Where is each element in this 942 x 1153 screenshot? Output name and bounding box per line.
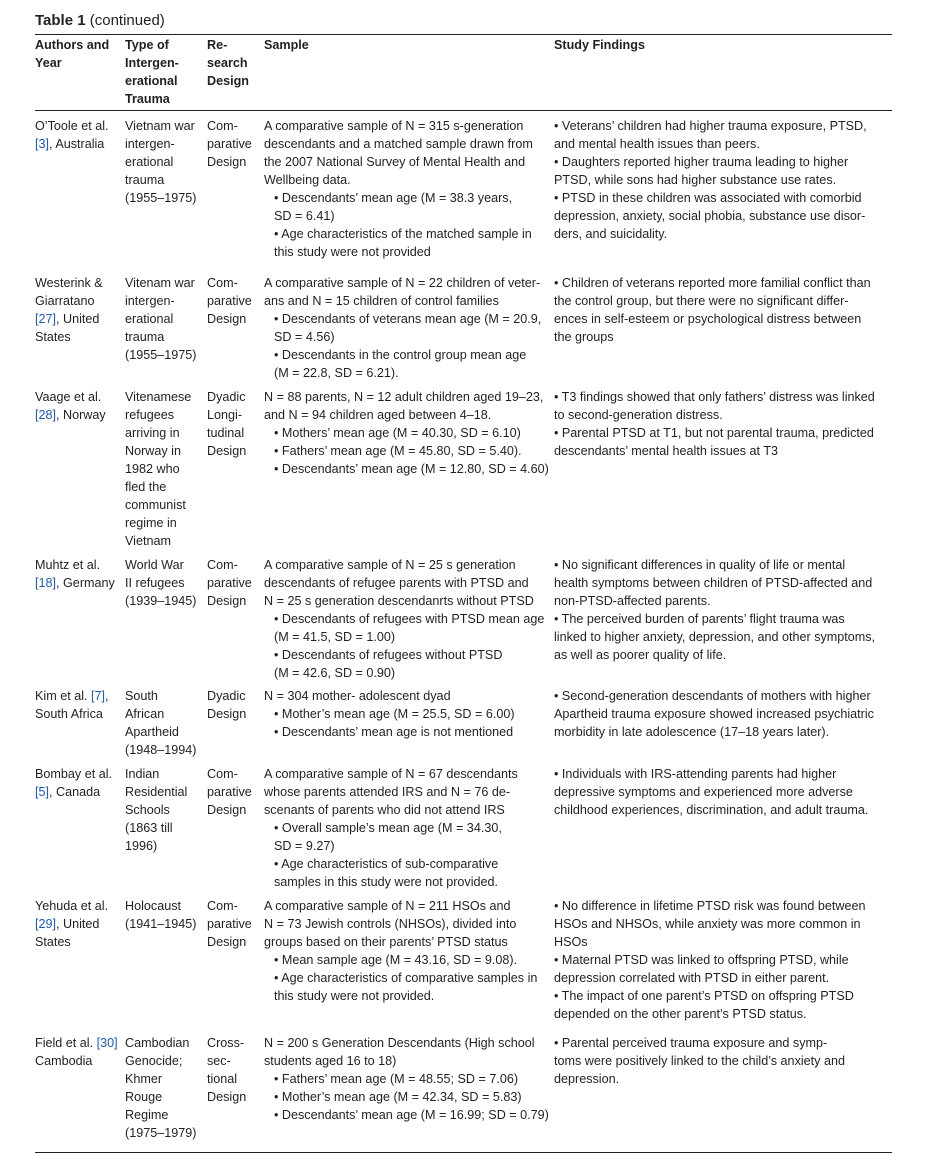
table-caption-label: Table 1	[35, 12, 86, 29]
table-row	[35, 554, 892, 686]
authors-line: States	[35, 330, 71, 344]
design-line: Design	[207, 935, 247, 949]
design-cell	[207, 765, 264, 891]
sample-line: whose parents attended IRS and N = 76 de-	[264, 785, 511, 799]
trauma-line: trauma	[125, 173, 165, 187]
findings-line: depression, anxiety, social phobia, substance use disor-	[554, 209, 866, 223]
sample-line: • Descendants of refugees with PTSD mean age	[274, 612, 545, 626]
findings-line: • Second-generation descendants of mothers with higher	[554, 689, 871, 703]
sample-line: SD = 6.41)	[274, 209, 335, 223]
table-row	[35, 895, 892, 1032]
design-line: parative	[207, 917, 252, 931]
design-cell	[207, 556, 264, 682]
trauma-line: 1982 who	[125, 462, 180, 476]
design-line: parative	[207, 785, 252, 799]
authors-line: Westerink &	[35, 276, 103, 290]
design-cell	[207, 274, 264, 382]
findings-line: non-PTSD-affected parents.	[554, 594, 711, 608]
findings-line: linked to higher anxiety, depression, and other symptoms,	[554, 630, 876, 644]
sample-line: this study were not provided	[274, 245, 431, 259]
findings-cell	[554, 687, 892, 759]
sample-line: • Descendants of veterans mean age (M = 20.9,	[274, 312, 542, 326]
sample-cell	[264, 556, 554, 682]
sample-line: • Mother’s mean age (M = 25.5, SD = 6.00)	[274, 707, 515, 721]
trauma-line: II refugees	[125, 576, 185, 590]
design-cell	[207, 388, 264, 550]
table-caption	[35, 10, 892, 34]
findings-line: • The impact of one parent’s PTSD on offspring PTSD	[554, 989, 854, 1003]
findings-line: morbidity in late adolescence (17–18 years later).	[554, 725, 830, 739]
trauma-line: (1863 till	[125, 821, 173, 835]
header-sample: Sample	[264, 38, 309, 52]
trauma-cell	[125, 388, 207, 550]
sample-line: • Fathers’ mean age (M = 48.55; SD = 7.06)	[274, 1072, 519, 1086]
findings-line: • Maternal PTSD was linked to offspring PTSD, while	[554, 953, 849, 967]
sample-line: • Descendants in the control group mean age	[274, 348, 527, 362]
design-line: Design	[207, 594, 247, 608]
sample-cell	[264, 687, 554, 759]
findings-line: toms were positively linked to the child’s anxiety and	[554, 1054, 845, 1068]
trauma-line: Regime	[125, 1108, 169, 1122]
trauma-line: Holocaust	[125, 899, 182, 913]
sample-line: Wellbeing data.	[264, 173, 351, 187]
sample-cell	[264, 274, 554, 382]
authors-line: Bombay et al.	[35, 767, 113, 781]
findings-line: HSOs	[554, 935, 588, 949]
header-trauma: Type of Intergen- erational Trauma	[125, 38, 179, 106]
table-caption-text: (continued)	[89, 12, 165, 29]
findings-line: childhood experiences, discrimination, and adult trauma.	[554, 803, 869, 817]
findings-line: • PTSD in these children was associated with comorbid	[554, 191, 862, 205]
authors-cell	[35, 274, 125, 382]
findings-line: • Parental perceived trauma exposure and symp-	[554, 1036, 828, 1050]
trauma-line: erational	[125, 312, 174, 326]
authors-cell	[35, 117, 125, 261]
findings-line: • Parental PTSD at T1, but not parental trauma, predicted	[554, 426, 874, 440]
trauma-line: South	[125, 689, 158, 703]
findings-line: • The perceived burden of parents’ flight trauma was	[554, 612, 845, 626]
authors-line: South Africa	[35, 707, 103, 721]
findings-line: PTSD, while sons had higher substance use rates.	[554, 173, 837, 187]
sample-line: N = 304 mother- adolescent dyad	[264, 689, 451, 703]
design-line: Com-	[207, 119, 238, 133]
authors-cell	[35, 765, 125, 891]
design-line: Com-	[207, 899, 238, 913]
sample-cell	[264, 388, 554, 550]
authors-line: Field et al. [30]	[35, 1036, 118, 1050]
trauma-line: Apartheid	[125, 725, 179, 739]
design-line: Dyadic	[207, 689, 246, 703]
sample-line: (M = 41.5, SD = 1.00)	[274, 630, 396, 644]
sample-line: A comparative sample of N = 315 s-generation	[264, 119, 524, 133]
trauma-line: Schools	[125, 803, 170, 817]
table-row	[35, 686, 892, 763]
design-line: tudinal	[207, 426, 245, 440]
header-authors: Authors and Year	[35, 38, 110, 70]
sample-cell	[264, 765, 554, 891]
authors-cell	[35, 687, 125, 759]
authors-line: Cambodia	[35, 1054, 93, 1068]
sample-line: scenants of parents who did not attend IRS	[264, 803, 505, 817]
trauma-cell	[125, 765, 207, 891]
authors-line: Vaage et al.	[35, 390, 102, 404]
trauma-line: Norway in	[125, 444, 181, 458]
findings-cell	[554, 274, 892, 382]
sample-line: A comparative sample of N = 25 s generation	[264, 558, 516, 572]
design-line: sec-	[207, 1054, 231, 1068]
sample-line: N = 25 s generation descendanrts without PTSD	[264, 594, 534, 608]
findings-cell	[554, 897, 892, 1023]
sample-line: • Mothers’ mean age (M = 40.30, SD = 6.10)	[274, 426, 521, 440]
trauma-line: Vietnam	[125, 534, 171, 548]
trauma-line: World War	[125, 558, 184, 572]
trauma-line: Vitenamese	[125, 390, 192, 404]
findings-line: • T3 findings showed that only fathers’ distress was linked	[554, 390, 875, 404]
design-line: parative	[207, 137, 252, 151]
sample-line: • Descendants’ mean age (M = 16.99; SD = 0.79)	[274, 1108, 549, 1122]
trauma-line: intergen-	[125, 137, 175, 151]
trauma-line: (1941–1945)	[125, 917, 197, 931]
sample-line: N = 88 parents, N = 12 adult children aged 19–23,	[264, 390, 544, 404]
trauma-line: trauma	[125, 330, 165, 344]
sample-line: (M = 42.6, SD = 0.90)	[274, 666, 396, 680]
sample-line: (M = 22.8, SD = 6.21).	[274, 366, 399, 380]
design-line: Design	[207, 803, 247, 817]
sample-line: groups based on their parents’ PTSD status	[264, 935, 508, 949]
sample-line: • Descendants’ mean age (M = 12.80, SD = 4.60)	[274, 462, 549, 476]
sample-line: ans and N = 15 children of control families	[264, 294, 499, 308]
findings-line: ders, and suicidality.	[554, 227, 668, 241]
findings-cell	[554, 117, 892, 261]
design-cell	[207, 687, 264, 759]
findings-line: health symptoms between children of PTSD-affected and	[554, 576, 873, 590]
trauma-cell	[125, 1034, 207, 1142]
authors-line: [29], United	[35, 917, 100, 931]
findings-line: HSOs and NHSOs, while anxiety was more common in	[554, 917, 861, 931]
trauma-line: arriving in	[125, 426, 180, 440]
table-row	[35, 1032, 892, 1148]
trauma-line: (1939–1945)	[125, 594, 197, 608]
sample-line: • Fathers’ mean age (M = 45.80, SD = 5.40).	[274, 444, 522, 458]
sample-line: SD = 9.27)	[274, 839, 335, 853]
findings-cell	[554, 388, 892, 550]
authors-line: [5], Canada	[35, 785, 101, 799]
authors-cell	[35, 1034, 125, 1142]
trauma-line: (1948–1994)	[125, 743, 197, 757]
table-row	[35, 111, 892, 268]
design-line: Dyadic	[207, 390, 246, 404]
findings-line: depression.	[554, 1072, 620, 1086]
trauma-line: Cambodian	[125, 1036, 190, 1050]
design-line: Com-	[207, 558, 238, 572]
sample-line: • Descendants’ mean age is not mentioned	[274, 725, 514, 739]
trauma-line: Indian	[125, 767, 160, 781]
trauma-line: Genocide;	[125, 1054, 183, 1068]
table-row	[35, 268, 892, 386]
authors-line: Kim et al. [7],	[35, 689, 109, 703]
findings-line: • Daughters reported higher trauma leading to higher	[554, 155, 849, 169]
design-line: Design	[207, 312, 247, 326]
authors-line: Muhtz et al.	[35, 558, 101, 572]
trauma-cell	[125, 117, 207, 261]
design-line: Cross-	[207, 1036, 245, 1050]
design-line: parative	[207, 576, 252, 590]
sample-cell	[264, 117, 554, 261]
findings-line: depression correlated with PTSD in either parent.	[554, 971, 830, 985]
authors-line: Yehuda et al.	[35, 899, 109, 913]
findings-line: • Individuals with IRS-attending parents had higher	[554, 767, 837, 781]
design-cell	[207, 117, 264, 261]
trauma-cell	[125, 897, 207, 1023]
authors-line: [27], United	[35, 312, 100, 326]
design-line: Design	[207, 1090, 247, 1104]
design-line: tional	[207, 1072, 238, 1086]
findings-line: ences in self-esteem or psychological distress between	[554, 312, 862, 326]
trauma-line: refugees	[125, 408, 175, 422]
sample-line: descendants and a matched sample drawn from	[264, 137, 533, 151]
header-findings: Study Findings	[554, 38, 645, 52]
sample-line: • Mother’s mean age (M = 42.34, SD = 5.83)	[274, 1090, 522, 1104]
sample-line: • Age characteristics of the matched sample in	[274, 227, 532, 241]
table-page	[35, 10, 892, 1153]
design-line: Design	[207, 155, 247, 169]
findings-line: the groups	[554, 330, 614, 344]
sample-line: samples in this study were not provided.	[274, 875, 499, 889]
sample-line: descendants of refugee parents with PTSD and	[264, 576, 529, 590]
trauma-line: Rouge	[125, 1090, 163, 1104]
design-cell	[207, 897, 264, 1023]
findings-line: descendants’ mental health issues at T3	[554, 444, 779, 458]
trauma-line: African	[125, 707, 165, 721]
sample-cell	[264, 897, 554, 1023]
sample-line: A comparative sample of N = 67 descendants	[264, 767, 518, 781]
authors-line: States	[35, 935, 71, 949]
sample-line: A comparative sample of N = 211 HSOs and	[264, 899, 511, 913]
trauma-cell	[125, 556, 207, 682]
design-line: Com-	[207, 767, 238, 781]
trauma-line: erational	[125, 155, 174, 169]
findings-cell	[554, 765, 892, 891]
sample-line: • Age characteristics of comparative samples in	[274, 971, 538, 985]
trauma-cell	[125, 687, 207, 759]
trauma-line: regime in	[125, 516, 177, 530]
sample-line: • Descendants’ mean age (M = 38.3 years,	[274, 191, 513, 205]
findings-line: and mental health issues than peers.	[554, 137, 760, 151]
trauma-line: (1955–1975)	[125, 191, 197, 205]
findings-line: depended on the other parent’s PTSD status.	[554, 1007, 807, 1021]
sample-cell	[264, 1034, 554, 1142]
sample-line: students aged 16 to 18)	[264, 1054, 397, 1068]
trauma-line: Khmer	[125, 1072, 163, 1086]
header-design: Re- search Design	[207, 38, 249, 88]
findings-line: • Children of veterans reported more familial conflict than	[554, 276, 871, 290]
trauma-line: Residential	[125, 785, 188, 799]
sample-line: A comparative sample of N = 22 children of veter-	[264, 276, 541, 290]
sample-line: N = 200 s Generation Descendants (High school	[264, 1036, 535, 1050]
trauma-line: intergen-	[125, 294, 175, 308]
authors-cell	[35, 556, 125, 682]
table-row	[35, 386, 892, 554]
findings-line: depressive symptoms and experienced more adverse	[554, 785, 853, 799]
findings-line: • Veterans’ children had higher trauma exposure, PTSD,	[554, 119, 867, 133]
trauma-line: fled the	[125, 480, 167, 494]
trauma-cell	[125, 274, 207, 382]
authors-line: [28], Norway	[35, 408, 106, 422]
design-line: Design	[207, 707, 247, 721]
table-header-row	[35, 35, 892, 108]
findings-cell	[554, 1034, 892, 1142]
trauma-line: (1975–1979)	[125, 1126, 197, 1140]
authors-line: [18], Germany	[35, 576, 115, 590]
table-body	[35, 111, 892, 1148]
sample-line: N = 73 Jewish controls (NHSOs), divided into	[264, 917, 517, 931]
authors-line: O’Toole et al.	[35, 119, 109, 133]
authors-line: Giarratano	[35, 294, 95, 308]
sample-line: the 2007 National Survey of Mental Health and	[264, 155, 526, 169]
findings-line: • No significant differences in quality of life or mental	[554, 558, 846, 572]
sample-line: this study were not provided.	[274, 989, 435, 1003]
design-line: parative	[207, 294, 252, 308]
findings-line: to second-generation distress.	[554, 408, 723, 422]
findings-cell	[554, 556, 892, 682]
trauma-line: 1996)	[125, 839, 158, 853]
trauma-line: Vietnam war	[125, 119, 195, 133]
authors-cell	[35, 897, 125, 1023]
design-line: Design	[207, 444, 247, 458]
design-line: Longi-	[207, 408, 243, 422]
authors-line: [3], Australia	[35, 137, 105, 151]
trauma-line: (1955–1975)	[125, 348, 197, 362]
design-line: Com-	[207, 276, 238, 290]
table-row	[35, 763, 892, 895]
sample-line: • Mean sample age (M = 43.16, SD = 9.08).	[274, 953, 518, 967]
design-cell	[207, 1034, 264, 1142]
findings-line: as well as poorer quality of life.	[554, 648, 727, 662]
findings-line: • No difference in lifetime PTSD risk was found between	[554, 899, 866, 913]
sample-line: • Overall sample’s mean age (M = 34.30,	[274, 821, 502, 835]
findings-line: the control group, but there were no significant differ-	[554, 294, 849, 308]
trauma-line: Vitenam war	[125, 276, 195, 290]
findings-line: Apartheid trauma exposure showed increased psychiatric	[554, 707, 874, 721]
sample-line: • Descendants of refugees without PTSD	[274, 648, 503, 662]
authors-cell	[35, 388, 125, 550]
sample-line: and N = 94 children aged between 4–18.	[264, 408, 492, 422]
trauma-line: communist	[125, 498, 186, 512]
sample-line: SD = 4.56)	[274, 330, 335, 344]
sample-line: • Age characteristics of sub-comparative	[274, 857, 499, 871]
